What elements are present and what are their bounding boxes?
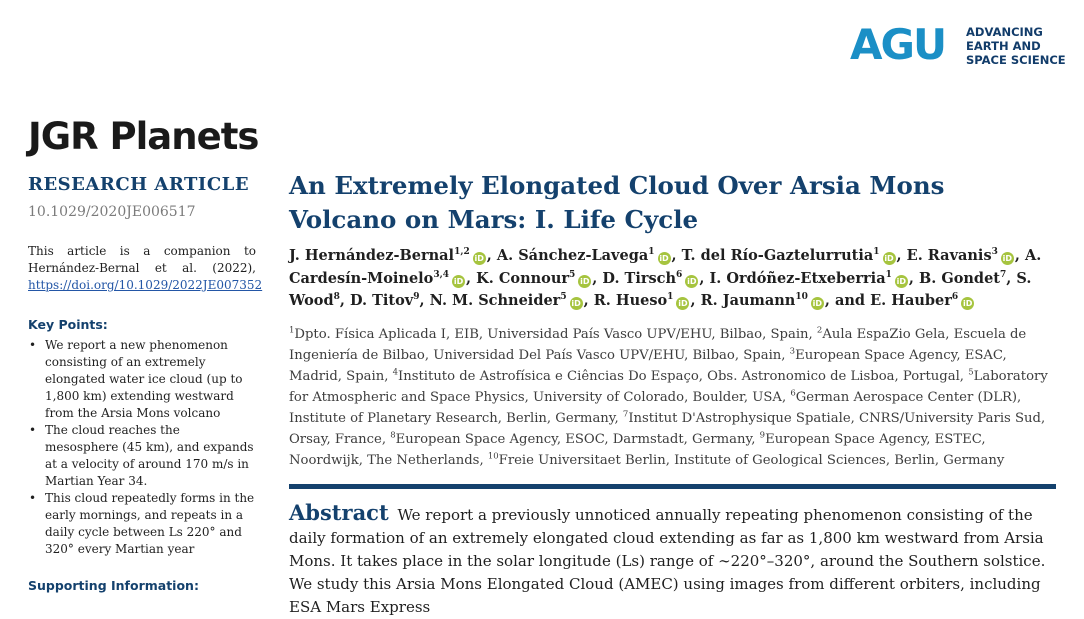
orcid-icon[interactable]: iD <box>884 254 894 263</box>
affiliation-number: 7 <box>622 409 629 420</box>
author-name[interactable]: T. del Río-Gaztelurrutia <box>681 247 874 264</box>
author-separator: , <box>419 292 425 309</box>
affiliation-text: European Space Agency, ESOC, Darmstadt, Germany, <box>395 432 756 447</box>
author[interactable] <box>682 247 902 264</box>
agu-tagline-line: ADVANCING <box>966 25 1043 39</box>
author-separator: , <box>583 292 589 309</box>
author-affiliation-ref: 10 <box>795 292 808 303</box>
author-separator: , <box>690 292 696 309</box>
bullet-icon: • <box>29 338 37 352</box>
affiliation-number: 6 <box>790 388 796 399</box>
orcid-icon[interactable]: iD <box>1002 254 1013 263</box>
author-separator: , <box>908 269 914 287</box>
affiliation-number: 10 <box>487 451 499 462</box>
orcid-icon[interactable]: iD <box>659 254 669 263</box>
agu-logo[interactable] <box>850 20 1066 72</box>
orcid-icon[interactable]: iD <box>571 299 581 308</box>
author-name[interactable]: D. Tirsch <box>602 269 677 287</box>
affiliation-text: European Space Agency, ESAC, Madrid, Spain, <box>289 348 1007 384</box>
affiliation-text: Dpto. Física Aplicada I, EIB, Universidad País Vasco UPV/EHU, Bilbao, Spain, <box>294 327 813 342</box>
affiliation-number: 8 <box>390 430 396 441</box>
companion-text: This article is a companion to Hernández-Bernal et al. (2022), <box>28 244 256 275</box>
author-separator: , <box>671 247 677 264</box>
author-name[interactable]: E. Ravanis <box>906 247 992 264</box>
affiliation-number: 9 <box>759 430 766 441</box>
agu-tagline-line: EARTH AND <box>966 39 1041 53</box>
affiliation <box>390 432 755 447</box>
supporting-information-heading: Supporting Information: <box>28 578 199 593</box>
affiliation-number: 2 <box>816 325 823 336</box>
section-divider <box>289 484 1056 489</box>
orcid-icon[interactable]: iD <box>896 276 907 286</box>
author-affiliation-ref: 1 <box>667 292 674 303</box>
author-list <box>289 245 1055 313</box>
author-affiliation-ref: 3 <box>991 247 998 258</box>
author[interactable] <box>594 292 696 309</box>
author-separator: , <box>896 247 902 264</box>
affiliation-text: Freie Universitaet Berlin, Institute of Geological Sciences, Berlin, Germany <box>498 453 1005 468</box>
author-separator: , and <box>824 292 866 309</box>
author-separator: , <box>466 269 472 287</box>
author-name[interactable]: J. Hernández-Bernal <box>289 247 455 264</box>
author-name[interactable]: I. Ordóñez-Etxeberria <box>709 269 886 287</box>
key-point-text: We report a new phenomenon consisting of an extremely elongated water ice cloud (up to 1,800 km) extending westward from the Arsia Mons volcano <box>45 338 243 420</box>
author-separator: , <box>339 292 345 309</box>
author-affiliation-ref: 6 <box>676 269 683 280</box>
author[interactable] <box>497 247 677 264</box>
bullet-icon: • <box>29 423 37 437</box>
author-affiliation-ref: 7 <box>1000 269 1007 280</box>
author-name[interactable]: D. Titov <box>349 292 414 309</box>
author[interactable] <box>709 270 913 287</box>
author-name[interactable]: S. Wood <box>289 269 1032 309</box>
key-point <box>28 337 256 422</box>
affiliation-number: 4 <box>392 367 399 378</box>
affiliation-text: European Space Agency, ESTEC, Noordwijk, The Netherlands, <box>289 432 986 468</box>
key-point <box>28 490 256 558</box>
author-separator: , <box>1014 247 1020 264</box>
key-points-list <box>28 337 256 558</box>
affiliation-text: Aula EspaZio Gela, Escuela de Ingeniería de Bilbao, Universidad Del País Vasco UPV/EHU, Bilbao, Spain, <box>289 327 1027 363</box>
author-separator: , <box>592 269 598 287</box>
affiliation <box>488 453 1004 468</box>
abstract-text: We report a previously unnoticed annually repeating phenomenon consisting of the daily formation of an extremely elongated cloud extending as far as 1,800 km westward from Arsia Mons. It takes place in the solar longitude (Ls) range of ∼220°–320°, around the Southern solstice. We study this Arsia Mons Elongated Cloud (AMEC) using images from different orbiters, including ESA Mars Express <box>289 506 1046 616</box>
author-name[interactable]: A. Cardesín-Moinelo <box>289 247 1042 287</box>
affiliation-number: 5 <box>968 367 974 378</box>
affiliation-text: Institut D'Astrophysique Spatiale, CNRS/University Paris Sud, Orsay, France, <box>289 411 1046 447</box>
author-name[interactable]: N. M. Schneider <box>429 292 561 309</box>
author[interactable] <box>430 292 589 309</box>
orcid-icon[interactable]: iD <box>453 276 464 286</box>
author-separator: , <box>699 269 705 287</box>
key-point-text: This cloud repeatedly forms in the early mornings, and repeats in a daily cycle between Ls 220° and 320° every Martian year <box>45 491 255 556</box>
affiliation-text: Instituto de Astrofísica e Ciências Do Espaço, Obs. Astronomico de Lisboa, Portugal, <box>398 369 964 384</box>
author[interactable] <box>870 292 975 309</box>
author[interactable] <box>476 270 597 287</box>
affiliation-text: Laboratory for Atmospheric and Space Physics, University of Colorado, Boulder, USA, <box>289 369 1048 405</box>
author-name[interactable]: B. Gondet <box>918 269 1000 287</box>
key-point-text: The cloud reaches the mesosphere (45 km), and expands at a velocity of around 170 m/s in Martian Year 34. <box>45 423 254 488</box>
affiliation-number: 3 <box>789 346 796 357</box>
author-affiliation-ref: 6 <box>951 292 959 303</box>
journal-name: JGR Planets <box>28 115 259 158</box>
companion-doi-link[interactable]: https://doi.org/10.1029/2022JE007352 <box>28 278 263 292</box>
author-affiliation-ref: 1 <box>873 247 880 258</box>
affiliation-number: 1 <box>289 325 295 336</box>
orcid-icon[interactable]: iD <box>678 299 688 308</box>
agu-logo-mark: AGU <box>850 20 946 69</box>
author-affiliation-ref: 1 <box>885 269 892 280</box>
orcid-icon[interactable]: iD <box>474 254 484 263</box>
author-separator: , <box>1006 269 1012 287</box>
key-points-heading: Key Points: <box>28 317 108 332</box>
author-affiliation-ref: 5 <box>569 269 576 280</box>
author-name[interactable]: K. Connour <box>476 269 570 287</box>
author-affiliation-ref: 5 <box>560 292 567 303</box>
author-name[interactable]: E. Hauber <box>870 292 952 309</box>
key-point <box>28 422 256 490</box>
author-affiliation-ref: 1,2 <box>454 247 470 258</box>
article-doi: 10.1029/2020JE006517 <box>28 204 196 220</box>
author-affiliation-ref: 1 <box>648 247 655 258</box>
author-name[interactable]: A. Sánchez-Lavega <box>496 247 649 264</box>
author[interactable] <box>701 292 866 309</box>
article-title: An Extremely Elongated Cloud Over Arsia Mons Volcano on Mars: I. Life Cycle <box>289 171 945 234</box>
author-separator: , <box>486 247 492 264</box>
companion-note <box>28 243 263 294</box>
author-name[interactable]: R. Hueso <box>593 292 668 309</box>
orcid-icon[interactable]: iD <box>580 276 590 286</box>
affiliation <box>289 327 813 342</box>
orcid-icon[interactable]: iD <box>687 276 697 286</box>
affiliation <box>393 369 964 384</box>
affiliation-text: German Aerospace Center (DLR), Institute of Planetary Research, Berlin, Germany, <box>289 390 1022 426</box>
author[interactable] <box>289 247 492 264</box>
orcid-icon[interactable]: iD <box>962 299 973 308</box>
author-name[interactable]: R. Jaumann <box>700 292 796 309</box>
agu-tagline-line: SPACE SCIENCE <box>966 53 1066 67</box>
orcid-icon[interactable]: iD <box>812 299 823 308</box>
author[interactable] <box>350 292 425 309</box>
bullet-icon: • <box>29 491 37 505</box>
affiliation-list <box>289 324 1055 471</box>
article-type: RESEARCH ARTICLE <box>28 174 250 195</box>
author-affiliation-ref: 8 <box>333 292 340 303</box>
abstract-label: Abstract <box>289 500 389 525</box>
author[interactable] <box>602 270 704 287</box>
author-affiliation-ref: 3,4 <box>433 269 450 280</box>
abstract <box>289 501 1055 619</box>
author[interactable] <box>919 270 1011 287</box>
author[interactable] <box>907 247 1020 264</box>
author-affiliation-ref: 9 <box>413 292 420 303</box>
agu-tagline <box>966 25 1066 67</box>
